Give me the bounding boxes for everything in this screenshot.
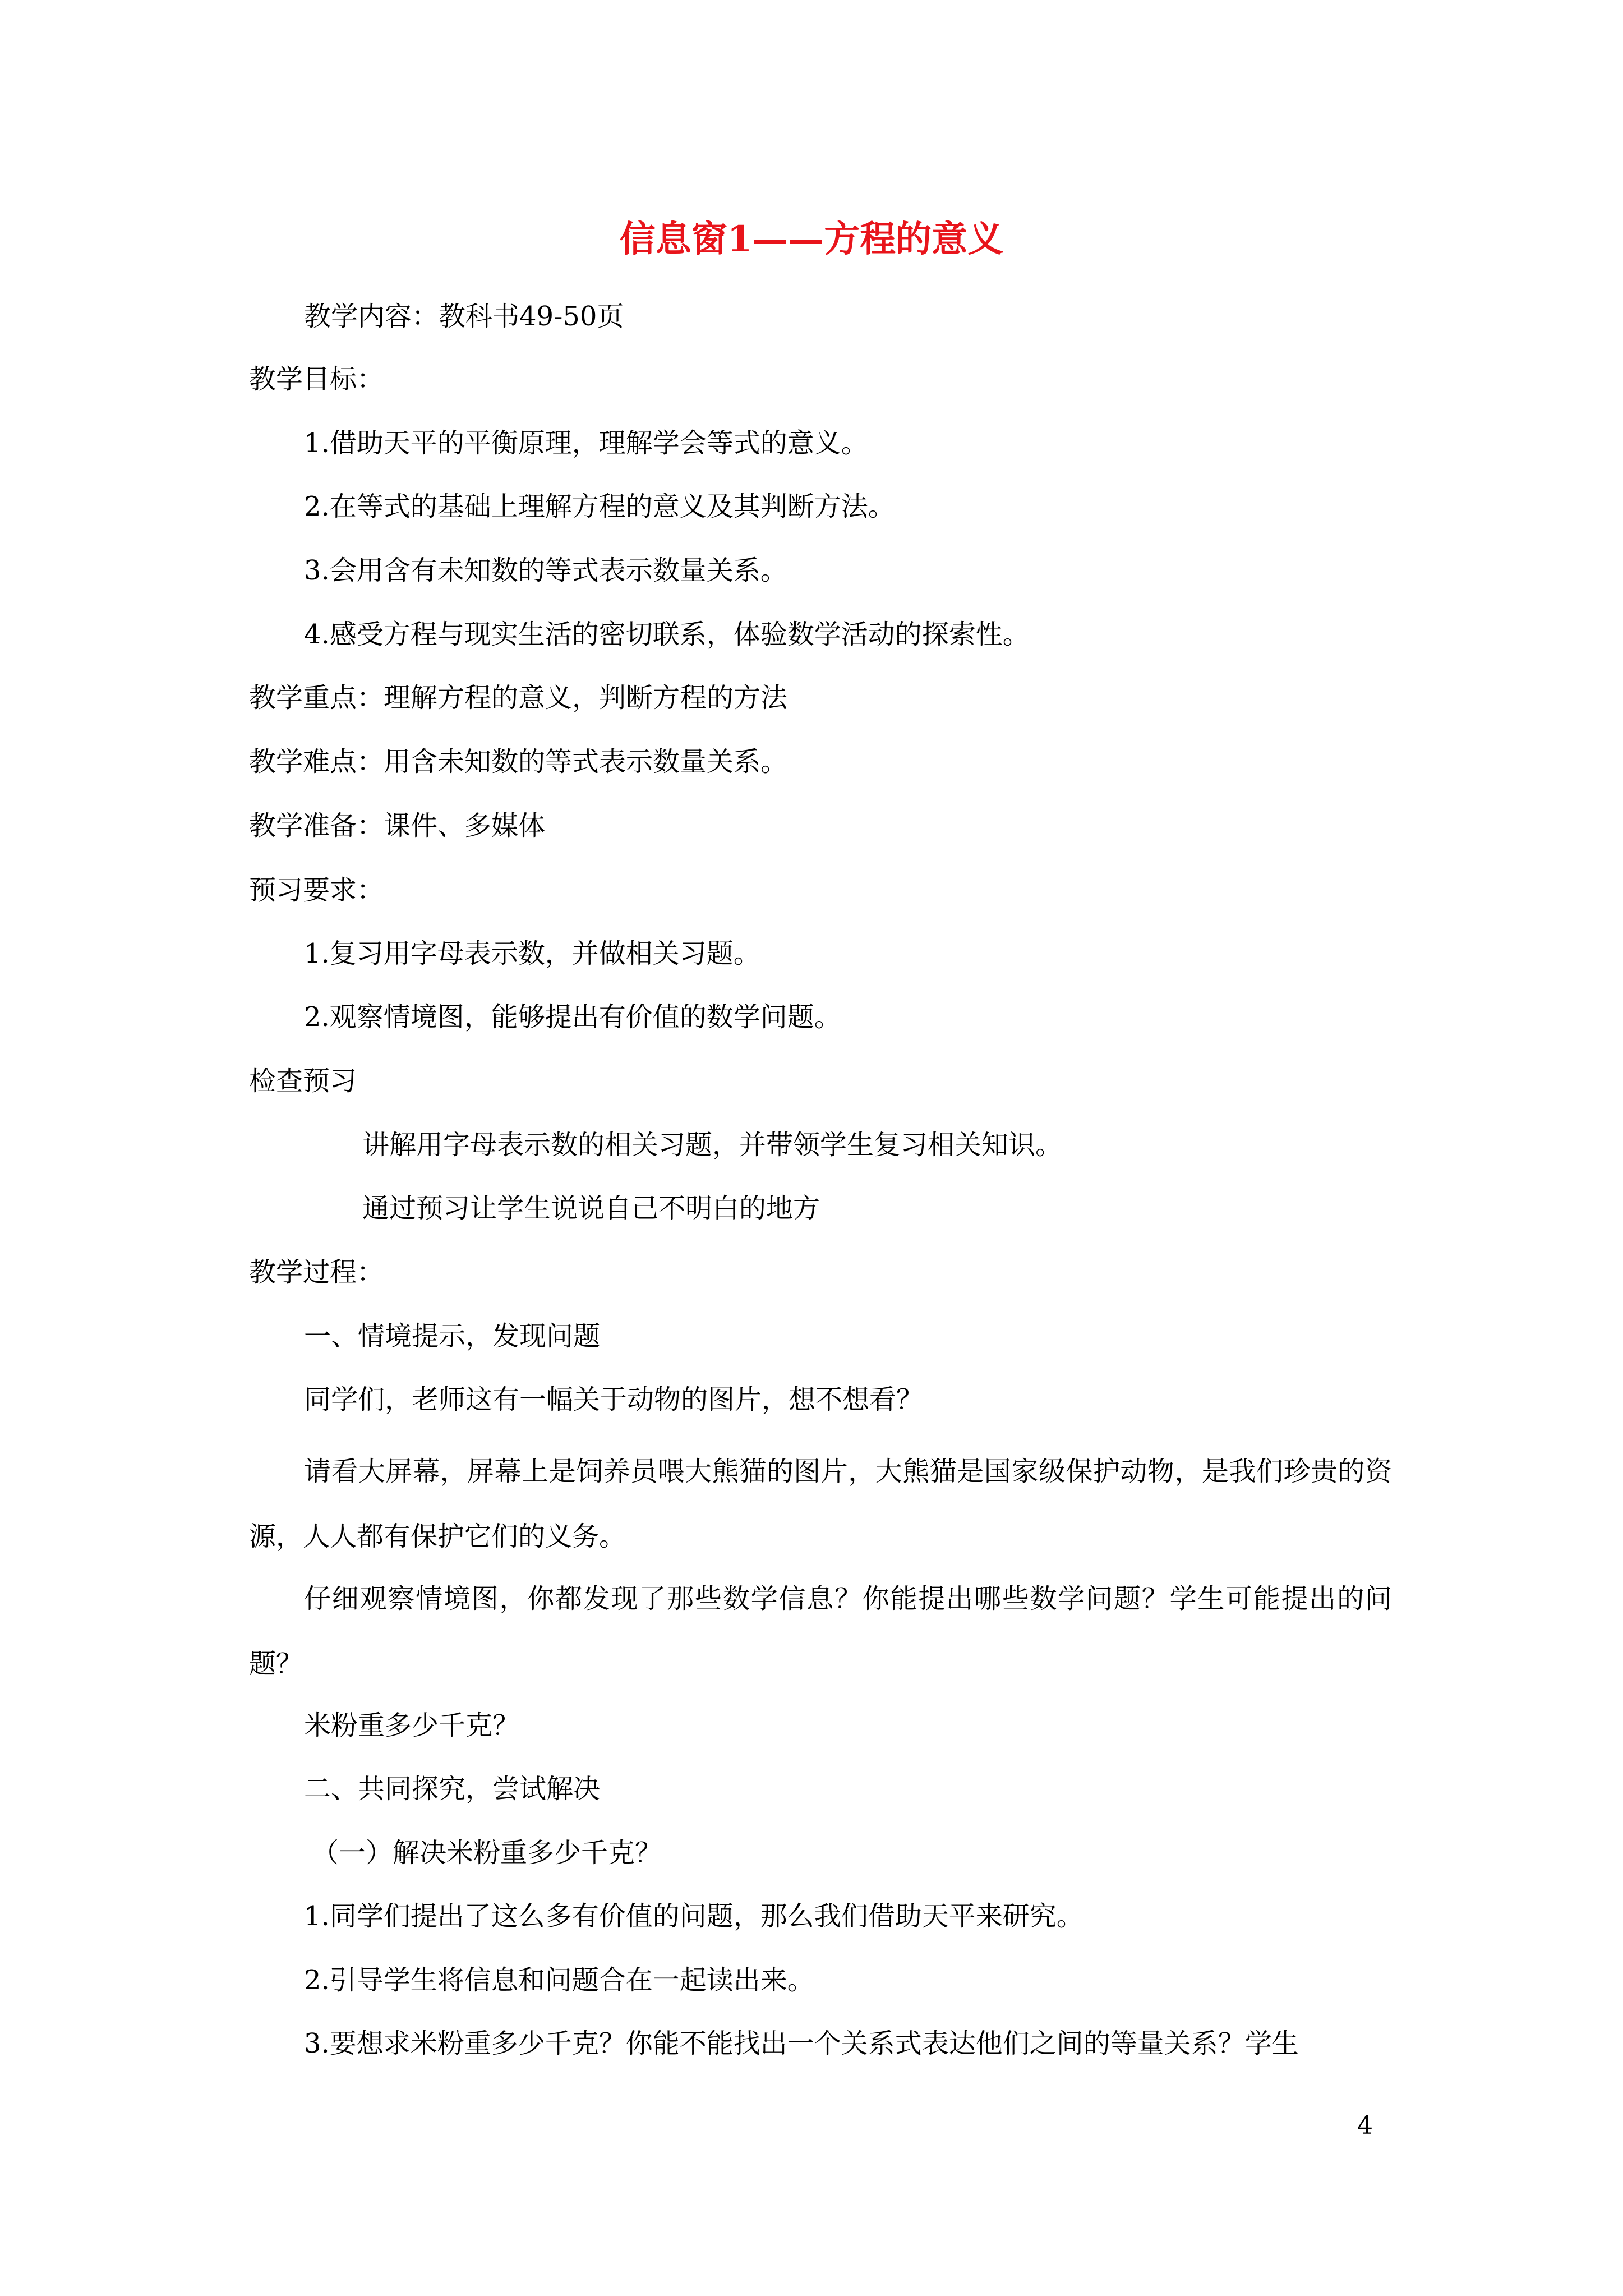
check-heading: 检查预习	[249, 1065, 357, 1097]
preview-item: 2.观察情境图，能够提出有价值的数学问题。	[304, 1001, 841, 1033]
step-item: 3.要想求米粉重多少千克？你能不能找出一个关系式表达他们之间的等量关系？学生	[304, 2028, 1299, 2059]
preview-item: 1.复习用字母表示数，并做相关习题。	[304, 938, 760, 969]
step-item: 2.引导学生将信息和问题合在一起读出来。	[304, 1964, 814, 1996]
goal-item: 3.会用含有未知数的等式表示数量关系。	[304, 555, 787, 586]
process-heading: 教学过程：	[249, 1257, 384, 1288]
document-title: 信息窗1——方程的意义	[619, 218, 1004, 260]
goals-heading: 教学目标：	[249, 364, 384, 395]
paragraph: 请看大屏幕，屏幕上是饲养员喂大熊猫的图片，大熊猫是国家级保护动物，是我们珍贵的资源，人人都有保护它们的义务。	[249, 1456, 1392, 1552]
check-item: 讲解用字母表示数的相关习题，并带领学生复习相关知识。	[362, 1129, 1063, 1161]
check-item: 通过预习让学生说说自己不明白的地方	[362, 1193, 820, 1224]
step-item: 1.同学们提出了这么多有价值的问题，那么我们借助天平来研究。	[304, 1901, 1083, 1932]
subsection-heading: （一）解决米粉重多少千克？	[312, 1837, 662, 1869]
goal-item: 1.借助天平的平衡原理，理解学会等式的意义。	[304, 427, 868, 459]
key-points: 教学重点：理解方程的意义，判断方程的方法	[249, 682, 788, 714]
difficulties: 教学难点：用含未知数的等式表示数量关系。	[249, 746, 788, 777]
goal-item: 4.感受方程与现实生活的密切联系，体验数学活动的探索性。	[304, 619, 1030, 650]
paragraph: 米粉重多少千克？	[304, 1710, 520, 1741]
preparation: 教学准备：课件、多媒体	[249, 810, 546, 841]
section-heading: 一、情境提示，发现问题	[304, 1320, 601, 1352]
section-heading: 二、共同探究，尝试解决	[304, 1773, 601, 1805]
paragraph: 仔细观察情境图，你都发现了那些数学信息？你能提出哪些数学问题？学生可能提出的问题？	[249, 1583, 1392, 1680]
goal-item: 2.在等式的基础上理解方程的意义及其判断方法。	[304, 491, 895, 522]
paragraph: 同学们，老师这有一幅关于动物的图片，想不想看？	[304, 1384, 924, 1415]
teaching-content: 教学内容：教科书49-50页	[304, 301, 624, 332]
preview-heading: 预习要求：	[249, 875, 384, 906]
page-number: 4	[1357, 2111, 1373, 2140]
